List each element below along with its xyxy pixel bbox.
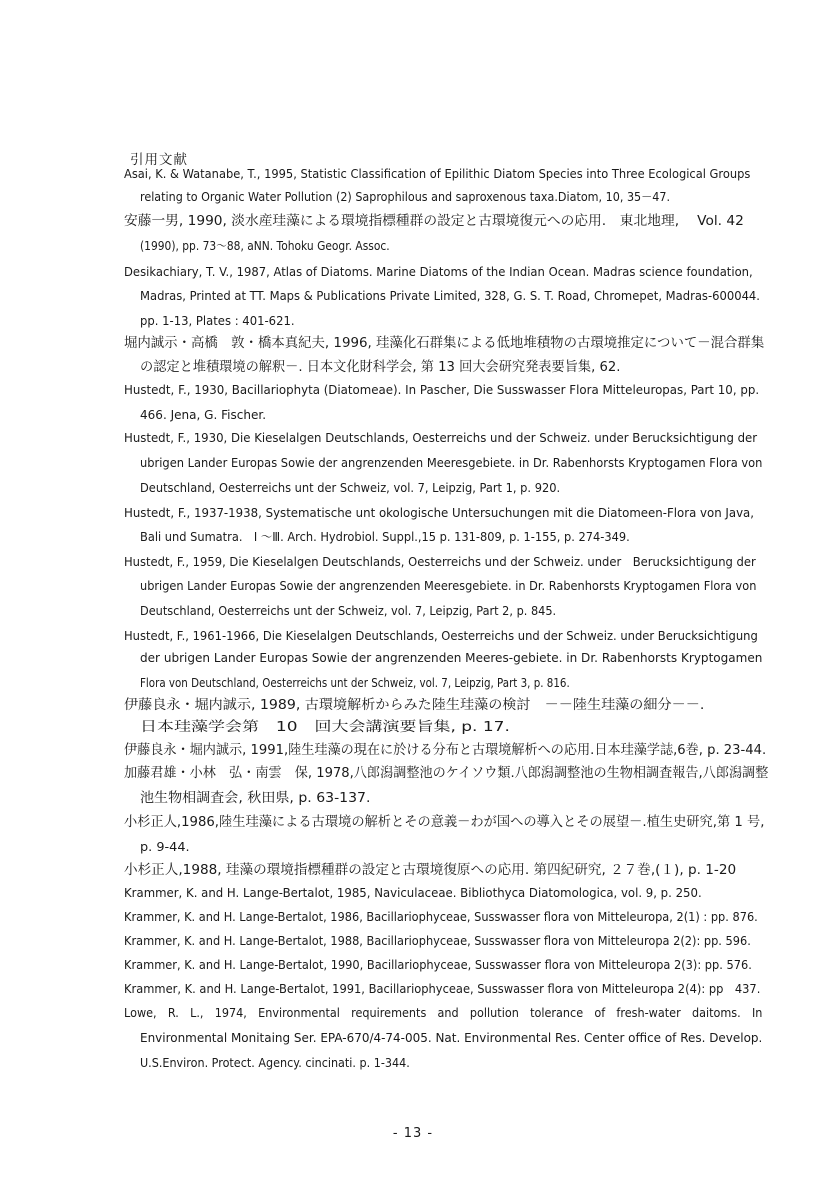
reference-continuation: 池生物相調査会, 秋田県, p. 63-137. [140, 790, 371, 806]
reference-entry: Asai, K. & Watanabe, T., 1995, Statistic Classification of Epilithic Diatom Species into Three Ecological Groups [124, 166, 751, 181]
reference-continuation: 466. Jena, G. Fischer. [140, 407, 267, 422]
reference-entry: 堀内誠示・高橋 敦・橋本真紀夫, 1996, 珪藻化石群集による低地堆積物の古環境推定について－混合群集 [124, 335, 765, 351]
page-number: - 13 - [392, 1126, 434, 1141]
reference-entry: 伊藤良永・堀内誠示, 1989, 古環境解析からみた陸生珪藻の検討 －－陸生珪藻の細分－－. [124, 697, 705, 713]
reference-entry: 安藤一男, 1990, 淡水産珪藻による環境指標種群の設定と古環境復元への応用. 東北地理, Vol. 42 [124, 213, 744, 229]
reference-entry: Hustedt, F., 1961-1966, Die Kieselalgen Deutschlands, Oesterreichs und der Schweiz. under Berucksichtigung [124, 628, 758, 643]
reference-entry: Krammer, K. and H. Lange-Bertalot, 1986, Bacillariophyceae, Susswasser flora von Mitteleuropa, 2(1) : pp. 876. [124, 909, 758, 924]
reference-continuation: ubrigen Lander Europas Sowie der angrenzenden Meeresgebiete. in Dr. Rabenhorsts Kryptogamen Flora von [140, 455, 763, 470]
reference-entry: Hustedt, F., 1930, Die Kieselalgen Deutschlands, Oesterreichs und der Schweiz. under Berucksichtigung der [124, 430, 758, 445]
reference-continuation: Flora von Deutschland, Oesterreichs unt der Schweiz, vol. 7, Leipzig, Part 3, p. 816. [140, 675, 570, 690]
reference-continuation: p. 9-44. [140, 839, 190, 854]
reference-entry: Krammer, K. and H. Lange-Bertalot, 1985, Naviculaceae. Bibliothyca Diatomologica, vol. 9, p. 250. [124, 885, 702, 900]
reference-continuation: Environmental Monitaing Ser. EPA-670/4-74-005. Nat. Environmental Res. Center office of Res. Develop. [140, 1030, 763, 1045]
reference-entry: Krammer, K. and H. Lange-Bertalot, 1991, Bacillariophyceae, Susswasser flora von Mitteleuropa 2(4): pp 437. [124, 981, 761, 996]
reference-entry: 伊藤良永・堀内誠示, 1991,陸生珪藻の現在に於ける分布と古環境解析への応用.日本珪藻学誌,6巻, p. 23-44. [124, 742, 767, 758]
reference-entry: Krammer, K. and H. Lange-Bertalot, 1990, Bacillariophyceae, Susswasser flora von Mitteleuropa 2(3): pp. 576. [124, 957, 752, 972]
reference-continuation: pp. 1-13, Plates : 401-621. [140, 313, 295, 328]
reference-continuation: U.S.Environ. Protect. Agency. cincinati. p. 1-344. [140, 1055, 410, 1070]
reference-continuation: Madras, Printed at TT. Maps & Publications Private Limited, 328, G. S. T. Road, Chromepet, Madras-600044. [140, 288, 760, 303]
reference-entry: Desikachiary, T. V., 1987, Atlas of Diatoms. Marine Diatoms of the Indian Ocean. Madras science foundation, [124, 264, 753, 279]
reference-entry: 加藤君雄・小林 弘・南雲 保, 1978,八郎潟調整池のケイソウ類.八郎潟調整池の生物相調査報告,八郎潟調整 [124, 765, 769, 781]
reference-entry: Krammer, K. and H. Lange-Bertalot, 1988, Bacillariophyceae, Susswasser flora von Mitteleuropa 2(2): pp. 596. [124, 933, 751, 948]
reference-continuation: relating to Organic Water Pollution (2) Saprophilous and saproxenous taxa.Diatom, 10, 35－47. [140, 189, 671, 204]
reference-continuation: 日本珪藻学会第 10 回大会講演要旨集, p. 17. [140, 719, 510, 735]
reference-continuation: der ubrigen Lander Europas Sowie der angrenzenden Meeres-gebiete. in Dr. Rabenhorsts Kryptogamen [140, 650, 763, 665]
reference-continuation: の認定と堆積環境の解釈－. 日本文化財科学会, 第 13 回大会研究発表要旨集, 62. [140, 359, 621, 375]
reference-continuation: (1990), pp. 73～88, aNN. Tohoku Geogr. Assoc. [140, 238, 390, 253]
reference-continuation: Deutschland, Oesterreichs unt der Schweiz, vol. 7, Leipzig, Part 2, p. 845. [140, 603, 557, 618]
reference-entry: 小杉正人,1988, 珪藻の環境指標種群の設定と古環境復原への応用. 第四紀研究, ２７巻,(１), p. 1-20 [124, 862, 737, 878]
reference-entry: Hustedt, F., 1937-1938, Systematische unt okologische Untersuchungen mit die Diatomeen-Flora von Java, [124, 505, 755, 520]
reference-entry: Hustedt, F., 1930, Bacillariophyta (Diatomeae). In Pascher, Die Susswasser Flora Mitteleuropas, Part 10, pp. [124, 382, 760, 397]
references-heading: 引用文献 [130, 152, 188, 168]
reference-entry: 小杉正人,1986,陸生珪藻による古環境の解析とその意義－わが国への導入とその展望－.植生史研究,第 1 号, [124, 814, 765, 830]
reference-entry: Lowe, R. L., 1974, Environmental requirements and pollution tolerance of fresh-water daitoms. In [124, 1005, 763, 1020]
reference-continuation: Bali und Sumatra. I ～Ⅲ. Arch. Hydrobiol. Suppl.,15 p. 131-809, p. 1-155, p. 274-349. [140, 529, 630, 544]
reference-continuation: Deutschland, Oesterreichs unt der Schweiz, vol. 7, Leipzig, Part 1, p. 920. [140, 480, 561, 495]
reference-continuation: ubrigen Lander Europas Sowie der angrenzenden Meeresgebiete. in Dr. Rabenhorsts Kryptogamen Flora von [140, 578, 757, 593]
reference-entry: Hustedt, F., 1959, Die Kieselalgen Deutschlands, Oesterreichs und der Schweiz. under Berucksichtigung der [124, 554, 756, 569]
